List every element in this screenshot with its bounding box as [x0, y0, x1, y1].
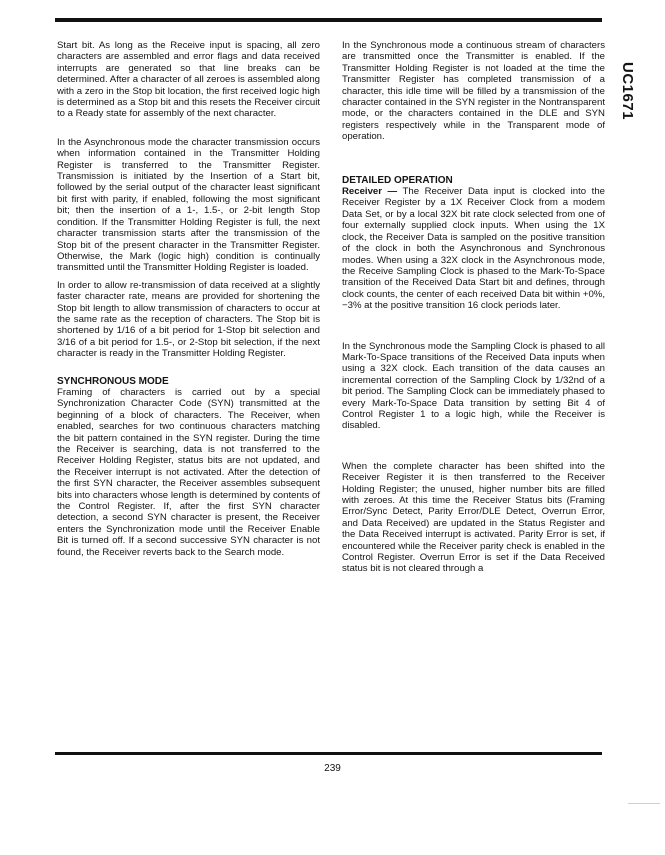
paragraph: In the Synchronous mode a continuous stream of characters are transmitted once the Transmitter is enabled. If the Transmitter Holding Register is not loaded at the time the Transmitter Register has completed transmission of a character, this idle time will be filled by a transmission of the character contained in the SYN register in the Nontransparent mode, or the characters contained in the DLE and SYN registers respectively while in the Transparent mode of operation.: [342, 40, 605, 143]
receiver-paragraph-text: The Receiver Data input is clocked into the Receiver Register by a 1X Receiver Clock from a modem Data Set, or by a local 32X bit rate clock selected from one of four externally supplied clock inputs. When using the 1X clock, the Receiver Data is sampled on the positive transition of the clock in both the Asynchronous and Synchronous modes. When using a 32X clock in the Asynchronous mode, the Receive Sampling Clock is phased to the Mark-To-Space transition of the Received Data Start bit and defines, through clock counts, the center of each received Data bit within +0%, −3% at the positive transition 16 clock periods later.: [342, 186, 605, 312]
section-heading-detailed-operation: DETAILED OPERATION: [342, 174, 453, 186]
left-column: [57, 40, 320, 558]
receiver-run-in-heading: Receiver —: [342, 186, 398, 198]
part-number-label: UC1671: [619, 61, 636, 121]
paragraph: In the Synchronous mode the Sampling Clock is phased to all Mark-To-Space transitions of the Received Data inputs when using a 32X clock. Each transition of the data causes an incremental correction of the Sampling Clock by 1/32nd of a bit period. The Sampling Clock can be immediately phased to every Mark-To-Space Data transition by setting Bit 4 of Control Register 1 to a logic high, while the Receiver is disabled.: [342, 340, 605, 432]
paragraph: In the Asynchronous mode the character transmission occurs when information contained in the Transmitter Holding Register is transferred to the Transmitter Register. Transmission is initiated by the Insertion of a Start bit, followed by the serial output of the character least significant bit first with parity, if enabled, following the most significant bit; then the insertion of a 1-, 1.5-, or 2-bit length Stop condition. If the Transmitter Holding Register is full, the next character transmission starts after the transmission of the Stop bit of the present character in the Transmitter Register. Otherwise, the Mark (logic high) condition is continually transmitted until the Transmitter Holding Register is loaded.: [57, 136, 320, 274]
section-heading-synchronous-mode: SYNCHRONOUS MODE: [57, 375, 169, 387]
page-number: 239: [324, 763, 341, 774]
paragraph: In order to allow re-transmission of data received at a slightly faster character rate, means are provided for shortening the Stop bit length to allow transmission of characters to occur at the same rate as the reception of characters. The Stop bit is shortened by 1/16 of a bit period for 1-Stop bit selection and 3/16 of a bit period for 1.5-, or 2-Stop bit selection, if the next character is ready in the Transmitter Holding Register.: [57, 279, 320, 360]
right-column: [342, 40, 605, 575]
paragraph: [342, 186, 605, 311]
edge-mark: [628, 803, 660, 804]
top-rule: [55, 18, 602, 22]
paragraph: When the complete character has been shifted into the Receiver Register it is then transferred to the Receiver Holding Register; the unused, higher number bits are filled with zeroes. At this time the Receiver Status bits (Framing Error/Sync Detect, Parity Error/DLE Detect, Overrun Error, and Data Received) are updated in the Status Register and the Data Received interrupt is activated. Parity Error is set, if encountered while the Receiver parity check is enabled in the Control Register. Overrun Error is set if the Data Received status bit is not cleared through a: [342, 460, 605, 575]
paragraph: Framing of characters is carried out by a special Synchronization Character Code (SYN) transmitted at the beginning of a block of characters. The Receiver, when enabled, searches for two continuous characters matching the bit pattern contained in the SYN register. During the time the Receiver is searching, data is not transferred to the Receiver Holding Register, status bits are not updated, and the Receiver interrupt is not activated. After the detection of the first SYN character, the Receiver assembles subsequent bits into characters whose length is determined by contents of the Control Register. If, after the first SYN character detection, a second SYN character is present, the Receiver enters the Synchronization mode until the Receiver Enable Bit is turned off. If a second successive SYN character is not found, the Receiver reverts back to the Search mode.: [57, 386, 320, 558]
paragraph: Start bit. As long as the Receive input is spacing, all zero characters are assembled and error flags and data received interrupts are generated so that line breaks can be determined. After a character of all zeroes is assembled along with a zero in the Stop bit location, the first received logic high is determined as a Stop bit and this resets the Receiver circuit to a Ready state for assembly of the next character.: [57, 40, 320, 120]
bottom-rule: [55, 752, 602, 755]
